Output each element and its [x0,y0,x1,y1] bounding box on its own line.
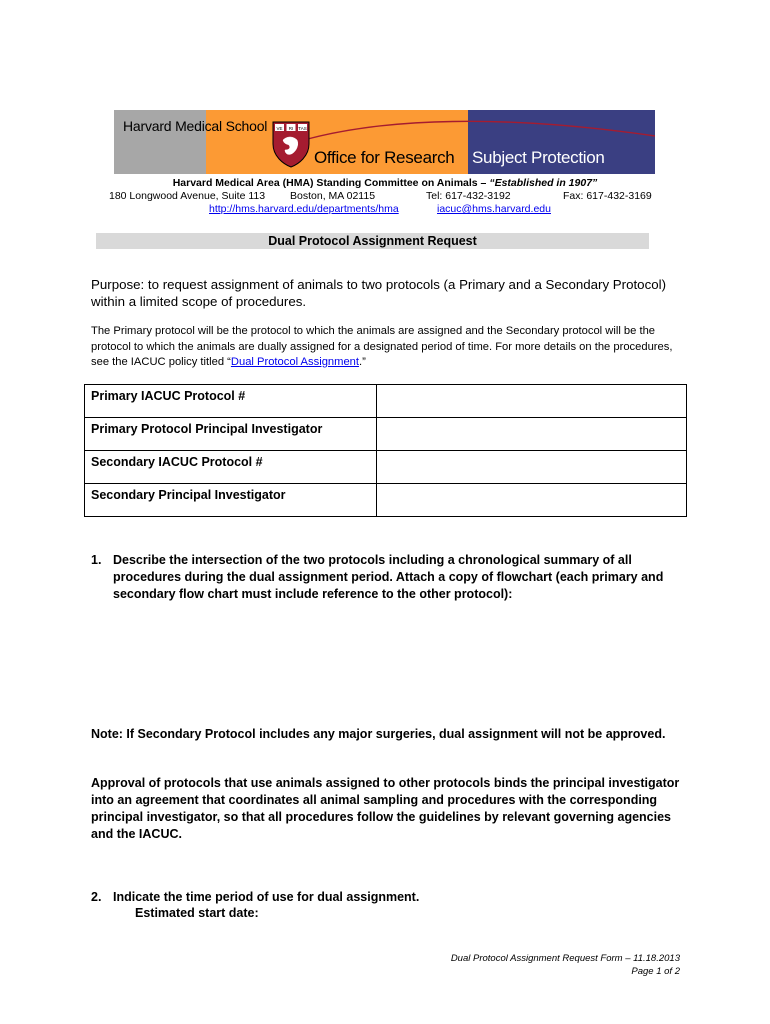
description-text: The Primary protocol will be the protocol to which the animals are assigned and the Secondary protocol will be the protocol to which the animals are dually assigned for a designated period of time. For more details on the procedures, see the IACUC policy titled “ [91,325,673,368]
question-1-text: Describe the intersection of the two protocols including a chronological summary of all procedures during the dual assignment period. Attach a copy of flowchart (each primary and secondary flow chart must include reference to the other protocol): [113,553,664,601]
estimated-start-date-label: Estimated start date: [135,906,259,920]
approval-statement: Approval of protocols that use animals assigned to other protocols binds the principal investigator into an agreement that coordinates all animal sampling and procedures with the corresponding principal investigator, so that all procedures follow the guidelines by relevant governing agencies and the IACUC. [91,776,680,841]
secondary-protocol-label: Secondary IACUC Protocol # [85,451,377,484]
description-suffix: .” [359,356,366,368]
office-name-part1: Office for Research [314,148,455,167]
harvard-shield-icon [271,120,311,168]
table-row [85,484,687,517]
table-row [85,418,687,451]
banner-swoosh [304,114,655,144]
question-1-number: 1. [91,553,102,567]
website-link[interactable]: http://hms.harvard.edu/departments/hma [209,203,399,215]
page-number: Page 1 of 2 [631,966,680,977]
city-address: Boston, MA 02115 [290,190,376,202]
telephone: Tel: 617-432-3192 [426,190,511,202]
page-title: Dual Protocol Assignment Request [268,234,477,248]
primary-protocol-field[interactable] [377,385,687,418]
secondary-pi-field[interactable] [377,484,687,517]
primary-protocol-label: Primary IACUC Protocol # [85,385,377,418]
form-identifier: Dual Protocol Assignment Request Form – 11.18.2013 [450,953,680,964]
title-bar [96,233,649,249]
shield-book-3: TAS [298,126,307,131]
hms-banner [114,110,655,174]
secondary-pi-label: Secondary Principal Investigator [85,484,377,517]
shield-book-1: VE [276,126,283,131]
description-paragraph [91,324,681,371]
purpose-text: Purpose: to request assignment of animals to two protocols (a Primary and a Secondary Protocol) within a limited scope of procedures. [91,277,666,309]
table-row [85,385,687,418]
established-text: “Established in 1907” [489,177,598,189]
policy-link[interactable]: Dual Protocol Assignment [230,356,360,368]
question-2-text: Indicate the time period of use for dual assignment. [113,890,420,904]
surgery-note: Note: If Secondary Protocol includes any major surgeries, dual assignment will not be approved. [91,727,666,741]
school-name: Harvard Medical School [123,118,268,134]
question-1 [91,552,681,603]
email-link[interactable]: iacuc@hms.harvard.edu [437,203,551,215]
committee-name: Harvard Medical Area (HMA) Standing Committee on Animals – [172,177,490,189]
question-2 [91,889,681,906]
question-2-number: 2. [91,890,102,904]
street-address: 180 Longwood Avenue, Suite 113 [109,190,266,202]
fax: Fax: 617-432-3169 [563,190,652,202]
primary-pi-label: Primary Protocol Principal Investigator [85,418,377,451]
committee-line [0,177,770,189]
table-row [85,451,687,484]
protocol-table [84,384,687,517]
office-name-part2: Subject Protection [472,148,605,167]
secondary-protocol-field[interactable] [377,451,687,484]
shield-book-2: RI [288,126,294,131]
primary-pi-field[interactable] [377,418,687,451]
